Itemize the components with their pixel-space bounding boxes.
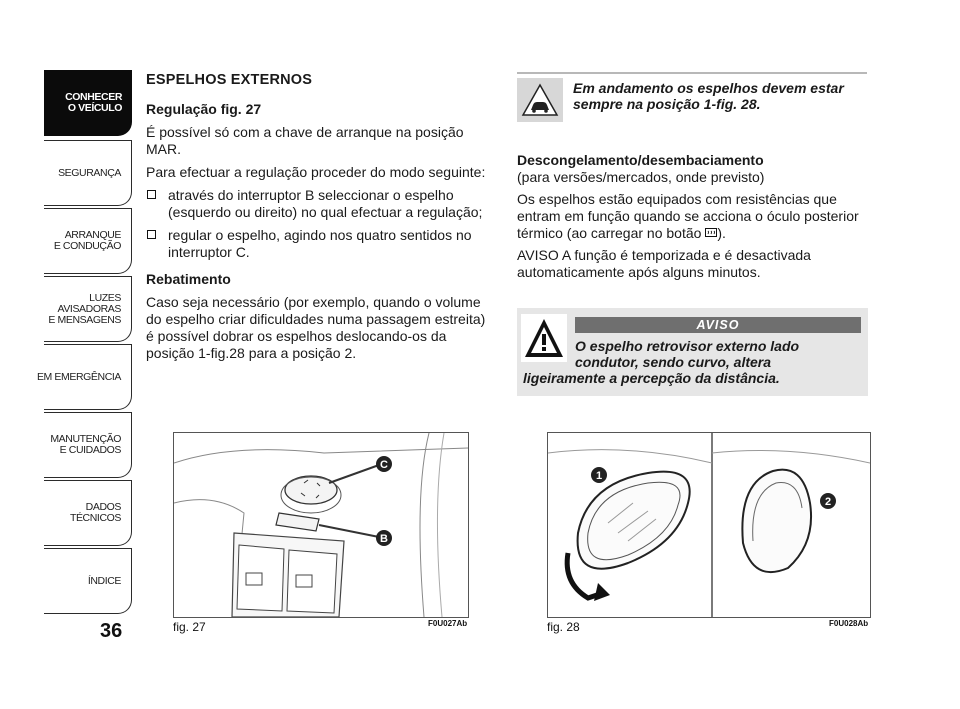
defrost-heading: Descongelamento/desembaciamento: [517, 152, 764, 168]
bullet-item-1: através do interruptor B seleccionar o espelho (esquerdo ou direito) no qual efectuar a regulação;: [146, 187, 496, 221]
label-1: 1: [595, 470, 603, 482]
regulation-paragraph-2: Para efectuar a regulação proceder do modo seguinte:: [146, 164, 486, 180]
tab-label: AVISADORAS: [57, 302, 121, 315]
tab-indice[interactable]: [44, 548, 132, 614]
note-divider: [517, 72, 867, 74]
defrost-text-end: ).: [717, 225, 726, 241]
rear-window-defrost-icon: [705, 225, 717, 241]
label-b: B: [380, 533, 388, 545]
warning-label: AVISO: [575, 317, 861, 333]
label-c: C: [380, 459, 388, 471]
warning-box: [517, 308, 868, 396]
tab-label: CONHECER: [65, 91, 122, 103]
tab-label: E CUIDADOS: [59, 444, 121, 456]
tab-label: TÉCNICOS: [69, 512, 121, 524]
figure-27-illustration: [173, 432, 469, 618]
tab-dados-tecnicos[interactable]: [44, 480, 132, 546]
tab-conhecer-o-veiculo[interactable]: [44, 70, 132, 136]
tab-label: LUZES: [89, 291, 121, 304]
tab-manutencao-e-cuidados[interactable]: [44, 412, 132, 478]
warning-text-2: ligeiramente a percepção da distância.: [523, 370, 780, 386]
tab-seguranca[interactable]: [44, 140, 132, 206]
left-column: [146, 72, 496, 368]
tab-label: ARRANQUE: [64, 229, 121, 241]
warning-triangle-icon: [521, 314, 567, 362]
defrost-paragraph-1: [517, 191, 867, 242]
figure-27-caption: fig. 27: [173, 620, 206, 634]
regulation-heading: Regulação fig. 27: [146, 101, 262, 117]
tab-label: O VEÍCULO: [67, 102, 122, 114]
note-text: Em andamento os espelhos devem estar sempre na posição 1-fig. 28.: [573, 80, 844, 112]
section-title: ESPELHOS EXTERNOS: [146, 72, 313, 88]
tab-label: DADOS: [85, 501, 121, 513]
tab-label: EM EMERGÊNCIA: [36, 370, 121, 383]
defrost-paragraph-2: AVISO A função é temporizada e é desactivada automaticamente após alguns minutos.: [517, 247, 811, 280]
figure-28-code: F0U028Ab: [829, 619, 869, 628]
tab-label: SEGURANÇA: [58, 166, 121, 179]
page-number: 36: [100, 620, 123, 642]
label-2: 2: [824, 496, 832, 508]
right-column: [517, 152, 867, 286]
bullet-item-2: regular o espelho, agindo nos quatro sentidos no interruptor C.: [146, 227, 496, 261]
defrost-subheading: (para versões/mercados, onde previsto): [517, 169, 765, 185]
folding-heading: Rebatimento: [146, 271, 231, 287]
tab-label: MANUTENÇÃO: [50, 433, 121, 445]
figure-27-code: F0U027Ab: [428, 619, 468, 628]
folding-paragraph: Caso seja necessário (por exemplo, quando o volume do espelho criar dificuldades numa passagem estreita) é possível dobrar os espelhos deslocando-os da posição 1-fig.28 para a posição 2.: [146, 294, 486, 361]
tab-em-emergencia[interactable]: [36, 344, 132, 410]
regulation-paragraph-1: É possível só com a chave de arranque na posição MAR.: [146, 124, 464, 157]
tab-label: ÍNDICE: [87, 574, 121, 587]
defrost-text: Os espelhos estão equipados com resistências que entram em função quando se acciona o óculo posterior térmico (ao carregar no botão: [517, 191, 859, 241]
tab-label: E CONDUÇÃO: [53, 240, 121, 252]
tab-label: E MENSAGENS: [48, 313, 121, 326]
warning-text-1: O espelho retrovisor externo lado condutor, sendo curvo, altera: [575, 338, 800, 370]
note-box: [517, 78, 867, 130]
tab-arranque-e-conducao[interactable]: [44, 208, 132, 274]
figure-28-caption: fig. 28: [547, 620, 580, 634]
figure-28-illustration: [547, 432, 871, 618]
tab-luzes-avisadoras[interactable]: [44, 276, 132, 342]
car-note-icon: [517, 78, 563, 122]
